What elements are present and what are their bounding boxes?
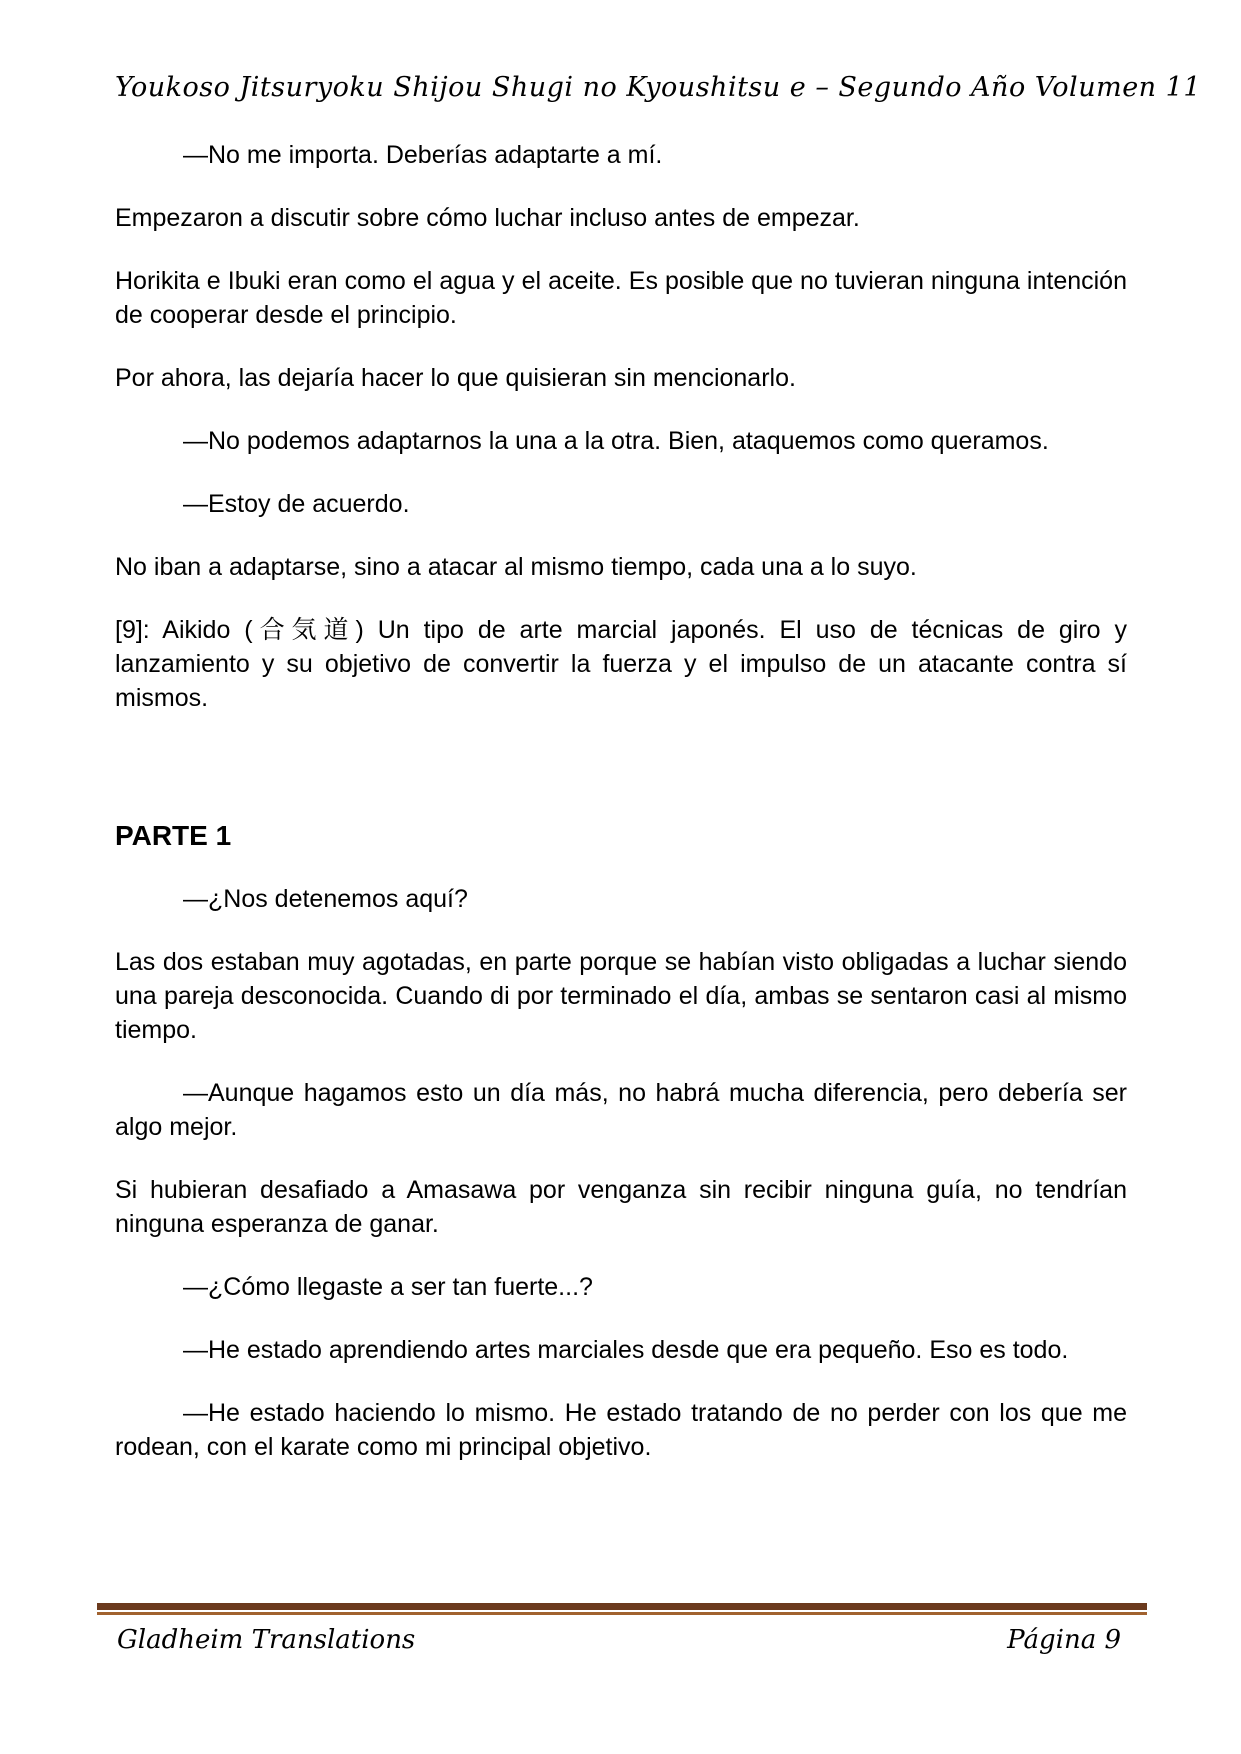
paragraph: No iban a adaptarse, sino a atacar al mismo tiempo, cada una a lo suyo. [115,553,917,581]
footer-rule-dark [97,1603,1147,1610]
paragraph: —Estoy de acuerdo. [183,490,410,518]
page-header-title: Youkoso Jitsuryoku Shijou Shugi no Kyoushitsu e – Segundo Año Volumen 11 [115,72,1201,103]
paragraph: Por ahora, las dejaría hacer lo que quisieran sin mencionarlo. [115,364,796,392]
paragraph: —No me importa. Deberías adaptarte a mí. [183,141,663,169]
section-parte-1 [115,882,1127,1464]
paragraph: —He estado aprendiendo artes marciales desde que era pequeño. Eso es todo. [183,1336,1069,1364]
paragraph: [9]: Aikido (合気道) Un tipo de arte marcial japonés. El uso de técnicas de giro y lanzamiento y su objetivo de convertir la fuerza y el impulso de un atacante contra sí mismos. [115,616,1127,712]
paragraph: —¿Nos detenemos aquí? [183,885,468,913]
paragraph: —¿Cómo llegaste a ser tan fuerte...? [183,1273,593,1301]
page-body [115,138,1127,1493]
page-footer [97,1603,1147,1657]
section-before-parte-1 [115,138,1127,715]
paragraph: Horikita e Ibuki eran como el agua y el aceite. Es posible que no tuvieran ninguna intención de cooperar desde el principio. [115,267,1127,329]
translator-credit: Gladheim Translations [117,1625,416,1655]
paragraph: Empezaron a discutir sobre cómo luchar incluso antes de empezar. [115,204,860,232]
paragraph: —No podemos adaptarnos la una a la otra. Bien, ataquemos como queramos. [183,427,1049,455]
part-1-heading: PARTE 1 [115,820,232,851]
page-number: Página 9 [1007,1625,1121,1655]
paragraph: —Aunque hagamos esto un día más, no habrá mucha diferencia, pero debería ser algo mejor. [115,1079,1127,1141]
paragraph: Las dos estaban muy agotadas, en parte porque se habían visto obligadas a luchar siendo una pareja desconocida. Cuando di por terminado el día, ambas se sentaron casi al mismo tiempo. [115,948,1127,1044]
paragraph: —He estado haciendo lo mismo. He estado tratando de no perder con los que me rodean, con el karate como mi principal objetivo. [115,1399,1127,1461]
paragraph: Si hubieran desafiado a Amasawa por venganza sin recibir ninguna guía, no tendrían ninguna esperanza de ganar. [115,1176,1127,1238]
